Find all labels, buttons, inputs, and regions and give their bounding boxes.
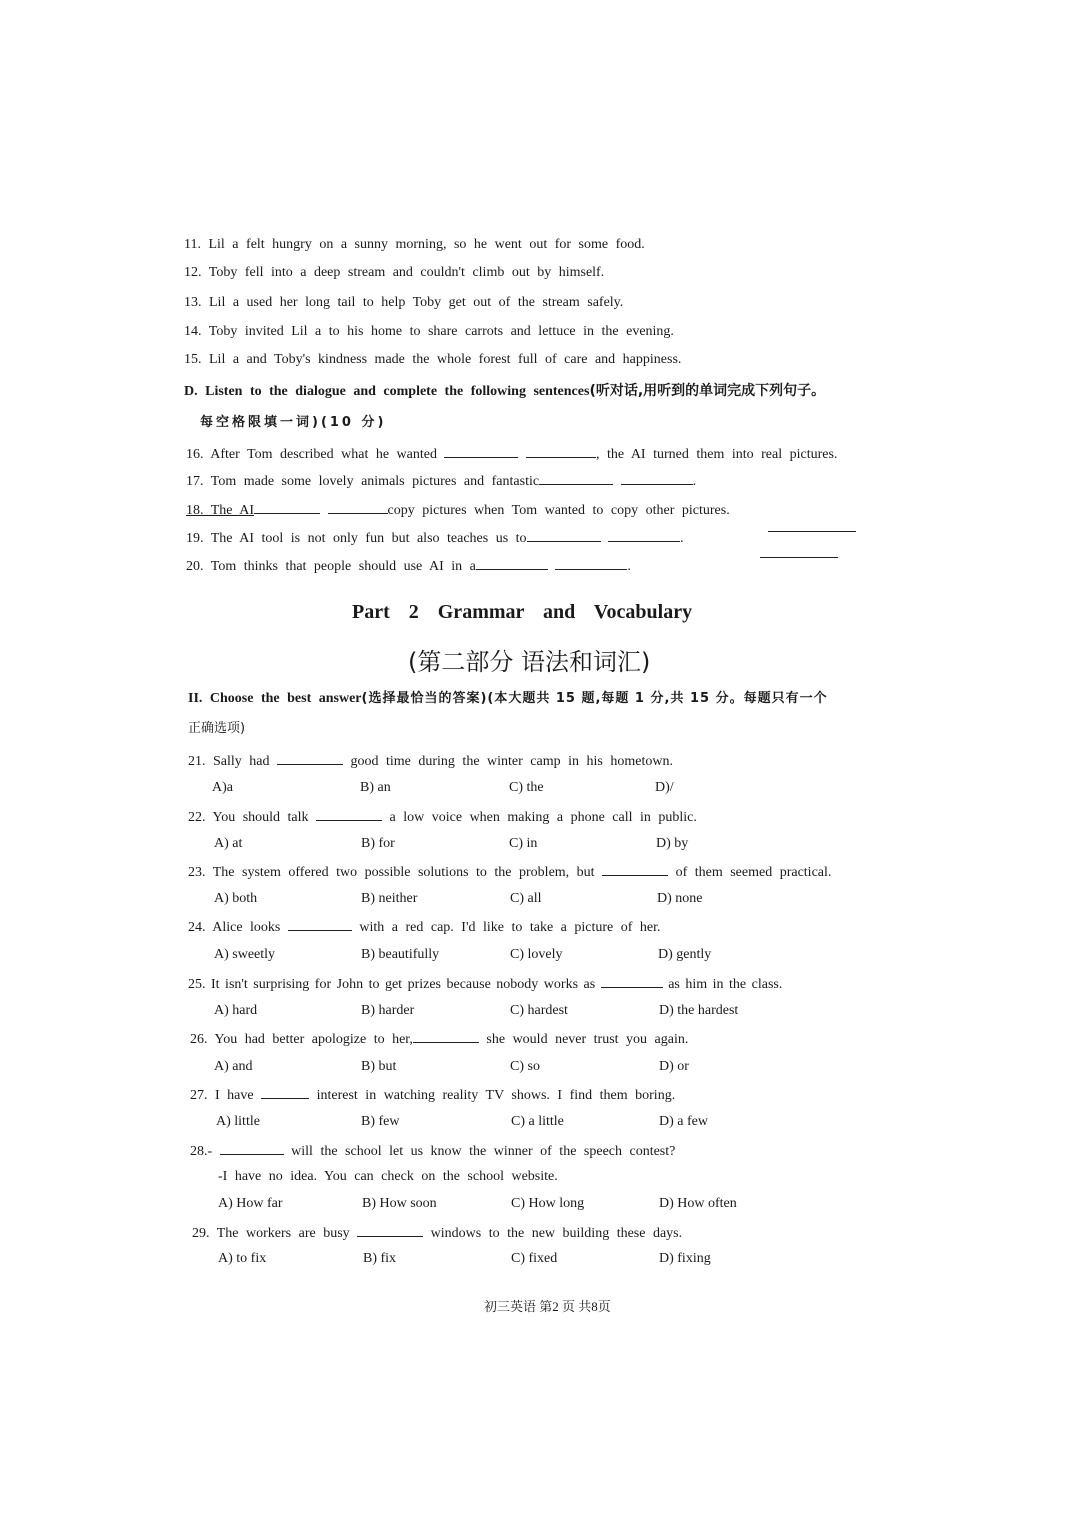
q29-option-a[interactable]: A) to fix <box>218 1251 267 1266</box>
q19-blank-1[interactable] <box>527 529 601 542</box>
q23-option-b[interactable]: B) neither <box>361 891 418 906</box>
q23-option-c[interactable]: C) all <box>510 891 542 906</box>
q25-blank[interactable] <box>601 975 663 988</box>
section-ii-heading-cn: (选择最恰当的答案)(本大题共 15 题,每题 1 分,共 15 分。每题只有一个 <box>361 691 828 706</box>
q27-stem-b: interest in watching reality TV shows. I find them boring. <box>316 1088 676 1103</box>
q16-text-a: 16. After Tom described what he wanted <box>186 447 437 462</box>
q27-option-d[interactable]: D) a few <box>659 1114 708 1129</box>
q21-option-b[interactable]: B) an <box>360 780 391 795</box>
q27-option-a[interactable]: A) little <box>216 1114 260 1129</box>
q24-option-b[interactable]: B) beautifully <box>361 947 440 962</box>
q19-text-b: . <box>680 531 684 546</box>
q20-text-a: 20. Tom thinks that people should use AI in a <box>186 559 476 574</box>
q20-blank-2[interactable] <box>555 557 627 570</box>
question-23 <box>188 863 831 882</box>
q23-blank[interactable] <box>602 863 668 876</box>
q26-blank[interactable] <box>413 1030 479 1043</box>
section-d-heading-en: D. Listen to the dialogue and complete the following sentences <box>184 384 590 399</box>
q29-stem-b: windows to the new building these days. <box>430 1226 683 1241</box>
statement-13: 13. Lil a used her long tail to help Toby get out of the stream safely. <box>184 295 624 310</box>
q22-stem-b: a low voice when making a phone call in public. <box>389 810 697 825</box>
q24-option-c[interactable]: C) lovely <box>510 947 563 962</box>
section-d-heading-cn: (听对话,用听到的单词完成下列句子。 <box>589 383 826 399</box>
q17-text-b: . <box>692 474 697 489</box>
question-18 <box>186 501 730 520</box>
q26-option-c[interactable]: C) so <box>510 1059 540 1074</box>
q21-option-a[interactable]: A)a <box>212 780 233 795</box>
q18-text-a: 18. The AI <box>186 503 255 518</box>
q18-blank-1[interactable] <box>254 501 320 514</box>
q28-option-b[interactable]: B) How soon <box>362 1196 437 1211</box>
q24-stem-b: with a red cap. I'd like to take a picture of her. <box>359 920 661 935</box>
stray-answer-line-1 <box>768 531 856 532</box>
q26-option-b[interactable]: B) but <box>361 1059 397 1074</box>
q18-blank-2[interactable] <box>328 501 388 514</box>
question-19 <box>186 529 684 548</box>
q16-text-b: , the AI turned them into real pictures. <box>595 447 838 462</box>
stray-answer-line-2 <box>760 557 838 558</box>
q23-option-d[interactable]: D) none <box>657 891 703 906</box>
q19-blank-2[interactable] <box>608 529 680 542</box>
q26-stem-b: she would never trust you again. <box>486 1032 689 1047</box>
q27-option-b[interactable]: B) few <box>361 1114 400 1129</box>
section-ii-heading-cn2: 正确选项) <box>188 721 246 736</box>
part2-subtitle: (第二部分 语法和词汇) <box>408 648 651 676</box>
q27-stem-a: 27. I have <box>190 1088 254 1103</box>
q24-stem-a: 24. Alice looks <box>188 920 281 935</box>
section-d-heading-cn2: 每空格限填一词)(10 分) <box>200 415 387 430</box>
page-footer: 初三英语 第2 页 共8页 <box>484 1299 611 1314</box>
q20-text-b: . <box>627 559 631 574</box>
q27-blank[interactable] <box>261 1086 309 1099</box>
q22-stem-a: 22. You should talk <box>188 810 309 825</box>
q28-option-d[interactable]: D) How often <box>659 1196 737 1211</box>
q22-option-b[interactable]: B) for <box>361 836 395 851</box>
q25-option-b[interactable]: B) harder <box>361 1003 415 1018</box>
q28-option-c[interactable]: C) How long <box>511 1196 585 1211</box>
q17-blank-1[interactable] <box>539 472 613 485</box>
q19-text-a: 19. The AI tool is not only fun but also teaches us to <box>186 531 527 546</box>
q28-option-a[interactable]: A) How far <box>218 1196 283 1211</box>
question-17 <box>186 472 696 491</box>
statement-12: 12. Toby fell into a deep stream and couldn't climb out by himself. <box>184 265 605 280</box>
q29-blank[interactable] <box>357 1224 423 1237</box>
q28-stem-a: 28.- <box>190 1144 213 1159</box>
section-ii-heading <box>188 690 828 708</box>
statement-14: 14. Toby invited Lil a to his home to share carrots and lettuce in the evening. <box>184 324 674 339</box>
q21-option-d[interactable]: D)/ <box>655 780 674 795</box>
q18-text-b: copy pictures when Tom wanted to copy other pictures. <box>387 503 730 518</box>
q17-text-a: 17. Tom made some lovely animals pictures and fantastic <box>186 474 540 489</box>
q21-stem-a: 21. Sally had <box>188 754 270 769</box>
section-ii-heading-en: II. Choose the best answer <box>188 691 362 706</box>
statement-15: 15. Lil a and Toby's kindness made the whole forest full of care and happiness. <box>184 352 682 367</box>
q28-blank[interactable] <box>220 1142 284 1155</box>
q25-option-d[interactable]: D) the hardest <box>659 1003 739 1018</box>
q23-stem-b: of them seemed practical. <box>675 865 832 880</box>
q23-option-a[interactable]: A) both <box>214 891 258 906</box>
part2-title: Part 2 Grammar and Vocabulary <box>352 601 693 623</box>
q29-option-c[interactable]: C) fixed <box>511 1251 558 1266</box>
q29-option-b[interactable]: B) fix <box>363 1251 397 1266</box>
q22-option-a[interactable]: A) at <box>214 836 243 851</box>
q26-option-a[interactable]: A) and <box>214 1059 253 1074</box>
q22-blank[interactable] <box>316 808 382 821</box>
q29-option-d[interactable]: D) fixing <box>659 1251 711 1266</box>
question-21 <box>188 752 673 771</box>
question-16 <box>186 445 837 464</box>
q24-option-d[interactable]: D) gently <box>658 947 712 962</box>
q28-stem-b: will the school let us know the winner of the speech contest? <box>291 1144 676 1159</box>
q29-stem-a: 29. The workers are busy <box>192 1226 350 1241</box>
q21-blank[interactable] <box>277 752 343 765</box>
q22-option-c[interactable]: C) in <box>509 836 538 851</box>
q27-option-c[interactable]: C) a little <box>511 1114 564 1129</box>
question-22 <box>188 808 697 827</box>
question-28 <box>190 1142 675 1161</box>
q25-stem-b: as him in the class. <box>668 977 783 992</box>
q24-blank[interactable] <box>288 918 352 931</box>
question-26 <box>190 1030 688 1049</box>
question-29 <box>192 1224 682 1243</box>
q25-option-c[interactable]: C) hardest <box>510 1003 568 1018</box>
q25-stem-a: 25. It isn't surprising for John to get prizes because nobody works as <box>188 977 596 992</box>
q16-blank-2[interactable] <box>526 445 596 458</box>
q26-stem-a: 26. You had better apologize to her, <box>190 1032 413 1047</box>
q26-option-d[interactable]: D) or <box>659 1059 689 1074</box>
statement-11: 11. Lil a felt hungry on a sunny morning, so he went out for some food. <box>184 237 645 252</box>
q21-option-c[interactable]: C) the <box>509 780 544 795</box>
q24-option-a[interactable]: A) sweetly <box>214 947 276 962</box>
q16-blank-1[interactable] <box>444 445 518 458</box>
q17-blank-2[interactable] <box>621 472 693 485</box>
q20-blank-1[interactable] <box>476 557 548 570</box>
q23-stem-a: 23. The system offered two possible solutions to the problem, but <box>188 865 595 880</box>
q25-option-a[interactable]: A) hard <box>214 1003 258 1018</box>
question-27 <box>190 1086 675 1105</box>
question-25 <box>188 975 782 994</box>
question-24 <box>188 918 661 937</box>
section-d-heading <box>184 382 825 401</box>
q21-stem-b: good time during the winter camp in his hometown. <box>350 754 673 769</box>
q22-option-d[interactable]: D) by <box>656 836 689 851</box>
question-20 <box>186 557 631 576</box>
q28-reply: -I have no idea. You can check on the school website. <box>218 1169 558 1184</box>
